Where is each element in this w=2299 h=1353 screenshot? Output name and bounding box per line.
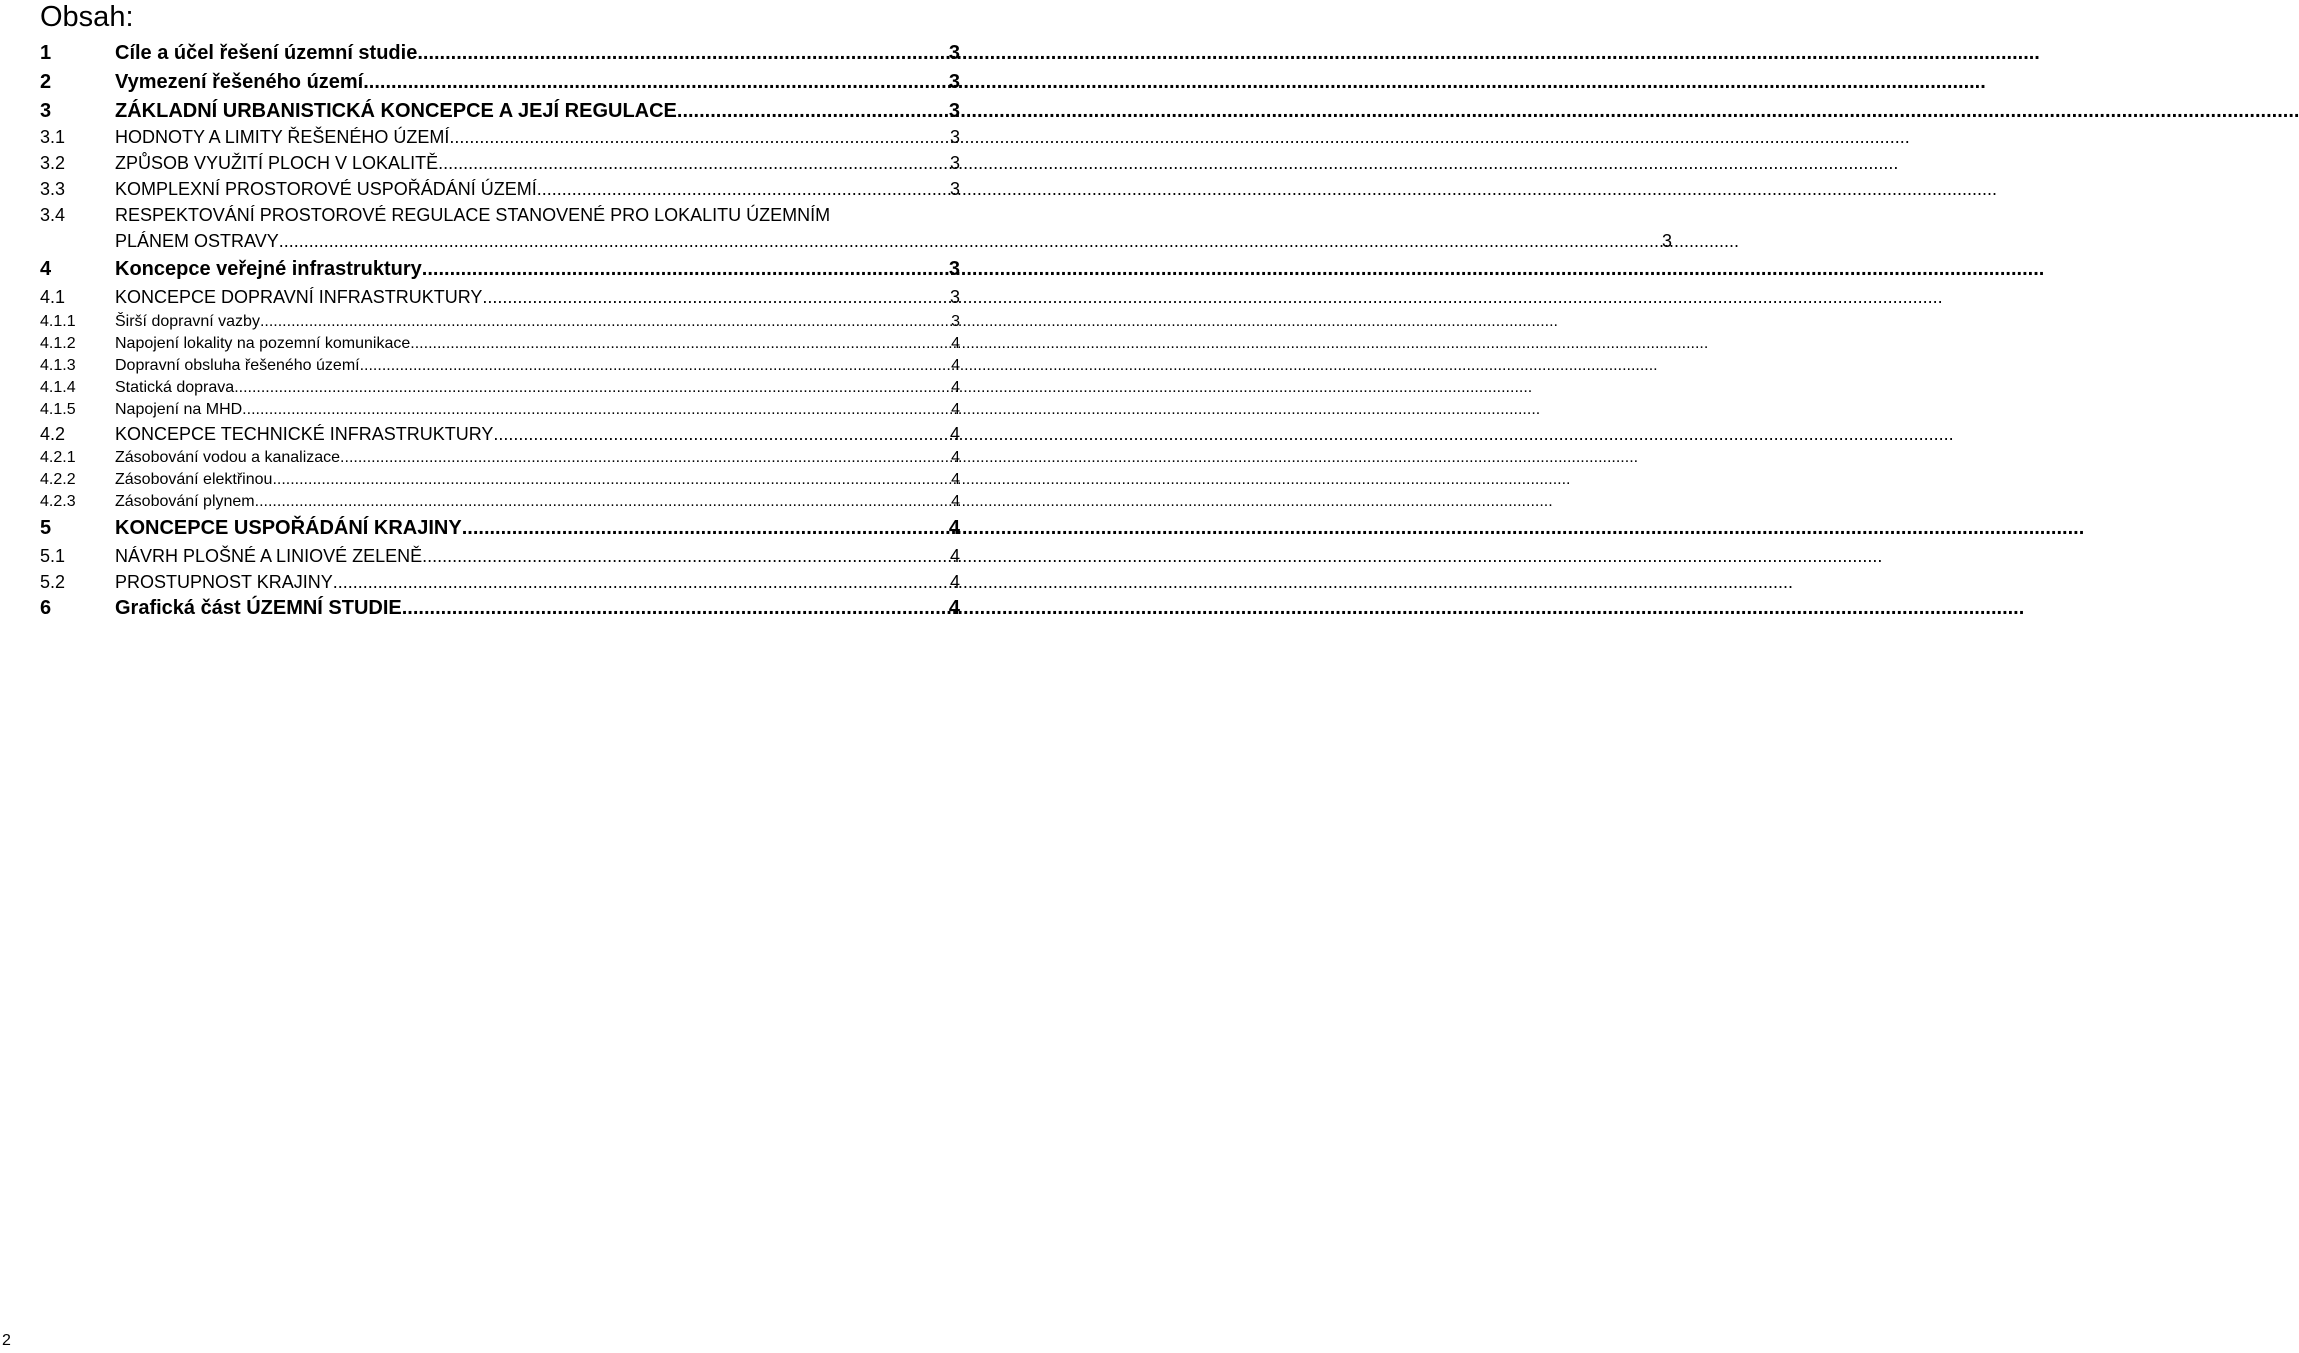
- toc-leader-dots: [410, 333, 949, 355]
- toc-entry-number: 3.1: [40, 127, 66, 147]
- toc-entry-number: 3: [40, 100, 52, 122]
- toc-entry-number: 5.1: [40, 546, 66, 566]
- toc-entry-page: 3: [949, 179, 960, 199]
- toc-leader-dots: [449, 124, 948, 150]
- toc-entry-number: 4.2: [40, 424, 66, 444]
- toc-entry-label: Širší dopravní vazby: [115, 313, 260, 330]
- toc-entry-page: 3: [948, 71, 960, 93]
- toc-entry-label: KOMPLEXNÍ PROSTOROVÉ USPOŘÁDÁNÍ ÚZEMÍ: [115, 179, 537, 199]
- toc-leader-dots: [279, 228, 1660, 254]
- toc-entry[interactable]: [40, 515, 960, 541]
- toc-entry[interactable]: [40, 311, 960, 333]
- toc-entry-label: ZPŮSOB VYUŽITÍ PLOCH V LOKALITĚ: [115, 153, 439, 173]
- toc-entry-number: 1: [40, 42, 52, 64]
- toc-entry-label: Cíle a účel řešení územní studie: [115, 42, 418, 64]
- toc-entry[interactable]: [40, 202, 1672, 254]
- toc-entry-number: 5: [40, 517, 52, 539]
- toc-entry-number: 5.2: [40, 572, 66, 592]
- toc-entry-number: 4.1: [40, 287, 66, 307]
- toc-entry-label-continued: PLÁNEM OSTRAVY: [115, 231, 279, 251]
- toc-entry[interactable]: [40, 543, 960, 569]
- toc-entry-label: Vymezení řešeného území: [115, 71, 364, 93]
- toc-leader-dots: [417, 40, 947, 66]
- toc-entry-number: 4.2.2: [40, 471, 76, 488]
- toc-entry[interactable]: [40, 333, 960, 355]
- page-number: 2: [2, 1332, 11, 1349]
- toc-entry[interactable]: [40, 124, 960, 150]
- toc-leader-dots: [255, 491, 949, 513]
- toc-entry-number: 3.2: [40, 153, 66, 173]
- toc-entry-page: 4: [948, 517, 960, 539]
- toc-entry[interactable]: [40, 256, 960, 282]
- toc-entry-page: 3: [948, 100, 960, 122]
- toc-entry[interactable]: [40, 150, 960, 176]
- toc-leader-dots: [363, 69, 947, 95]
- toc-entry[interactable]: [40, 69, 960, 95]
- toc-entry[interactable]: [40, 569, 960, 595]
- toc-entry-number: 2: [40, 71, 52, 93]
- toc-entry-label: KONCEPCE DOPRAVNÍ INFRASTRUKTURY: [115, 287, 483, 307]
- toc-entry-number: 6: [40, 597, 52, 619]
- toc-entry-label: KONCEPCE TECHNICKÉ INFRASTRUKTURY: [115, 424, 494, 444]
- toc-leader-dots: [462, 515, 947, 541]
- toc-entry-page: 4: [951, 471, 960, 488]
- toc-entry-number: 4.1.5: [40, 401, 76, 418]
- toc-entry-label: Napojení lokality na pozemní komunikace: [115, 335, 411, 352]
- toc-entry-label: PROSTUPNOST KRAJINY: [115, 572, 333, 592]
- toc-leader-dots: [333, 569, 948, 595]
- toc-leader-dots: [360, 355, 950, 377]
- toc-leader-dots: [677, 98, 947, 124]
- toc-leader-dots: [537, 176, 948, 202]
- toc-entry-label: Koncepce veřejné infrastruktury: [115, 258, 422, 280]
- toc-entry-page: 4: [951, 449, 960, 466]
- toc-leader-dots: [340, 447, 949, 469]
- toc-entry[interactable]: [40, 176, 960, 202]
- toc-entry-label: Zásobování vodou a kanalizace: [115, 449, 341, 466]
- toc-entry-label: KONCEPCE USPOŘÁDÁNÍ KRAJINY: [115, 517, 462, 539]
- toc-entry-number: 4.1.4: [40, 379, 76, 396]
- toc-entry-page: 4: [948, 597, 960, 619]
- toc-entry-label: Statická doprava: [115, 379, 235, 396]
- toc-entry[interactable]: [40, 284, 960, 310]
- toc-entry-label: Zásobování elektřinou: [115, 471, 273, 488]
- toc-entry-page: 3: [948, 258, 960, 280]
- toc-leader-dots: [422, 256, 947, 282]
- toc-leader-dots: [272, 469, 949, 491]
- toc-entry-page: 3: [951, 313, 960, 330]
- toc-entry-label: ZÁKLADNÍ URBANISTICKÁ KONCEPCE A JEJÍ REGULACE: [115, 100, 677, 122]
- toc-entry-label: Grafická část ÚZEMNÍ STUDIE: [115, 597, 402, 619]
- toc-entry[interactable]: [40, 491, 960, 513]
- toc-entry-page: 4: [951, 379, 960, 396]
- toc-entry-number: 4.1.2: [40, 335, 76, 352]
- toc-entry-label: NÁVRH PLOŠNÉ A LINIOVÉ ZELENĚ: [115, 546, 423, 566]
- toc-entry[interactable]: [40, 377, 960, 399]
- toc-leader-dots: [234, 377, 949, 399]
- toc-entry[interactable]: [40, 399, 960, 421]
- toc-entry-page: 3: [1661, 231, 1672, 251]
- page-title: Obsah:: [40, 1, 134, 33]
- toc-entry-label: Napojení na MHD: [115, 401, 243, 418]
- toc-leader-dots: [242, 399, 949, 421]
- toc-entry-page: 4: [951, 401, 960, 418]
- toc-leader-dots: [422, 543, 948, 569]
- toc-entry-number: 4.2.1: [40, 449, 76, 466]
- toc-entry[interactable]: [40, 421, 960, 447]
- toc-entry-label: HODNOTY A LIMITY ŘEŠENÉHO ÚZEMÍ: [115, 127, 450, 147]
- table-of-contents: [40, 40, 1672, 621]
- toc-entry[interactable]: [40, 40, 960, 66]
- toc-leader-dots: [260, 311, 949, 333]
- toc-entry-page: 4: [951, 493, 960, 510]
- toc-entry-page: 4: [951, 335, 960, 352]
- toc-entry-page: 3: [949, 153, 960, 173]
- toc-entry-page: 3: [949, 287, 960, 307]
- toc-leader-dots: [438, 150, 948, 176]
- toc-entry[interactable]: [40, 98, 960, 124]
- toc-entry-number: 3.4: [40, 205, 66, 225]
- toc-entry-page: 4: [949, 572, 960, 592]
- toc-entry[interactable]: [40, 595, 960, 621]
- toc-entry-page: 3: [949, 127, 960, 147]
- toc-entry[interactable]: [40, 469, 960, 491]
- toc-entry-number: 4.2.3: [40, 493, 76, 510]
- toc-entry-number: 3.3: [40, 179, 66, 199]
- toc-entry-page: 4: [949, 546, 960, 566]
- toc-entry-page: 4: [949, 424, 960, 444]
- toc-entry-number: 4.1.3: [40, 357, 76, 374]
- toc-leader-dots: [402, 595, 947, 621]
- toc-entry[interactable]: [40, 447, 960, 469]
- toc-entry-number: 4: [40, 258, 52, 280]
- toc-entry-label: RESPEKTOVÁNÍ PROSTOROVÉ REGULACE STANOVENÉ PRO LOKALITU ÚZEMNÍM: [115, 205, 831, 225]
- toc-leader-dots: [482, 284, 948, 310]
- toc-entry-page: 3: [948, 42, 960, 64]
- toc-entry-page: 4: [951, 357, 960, 374]
- toc-entry-number: 4.1.1: [40, 313, 76, 330]
- toc-entry-label: Zásobování plynem: [115, 493, 255, 510]
- toc-entry-label: Dopravní obsluha řešeného území: [115, 357, 360, 374]
- toc-entry[interactable]: [40, 355, 960, 377]
- toc-leader-dots: [493, 421, 948, 447]
